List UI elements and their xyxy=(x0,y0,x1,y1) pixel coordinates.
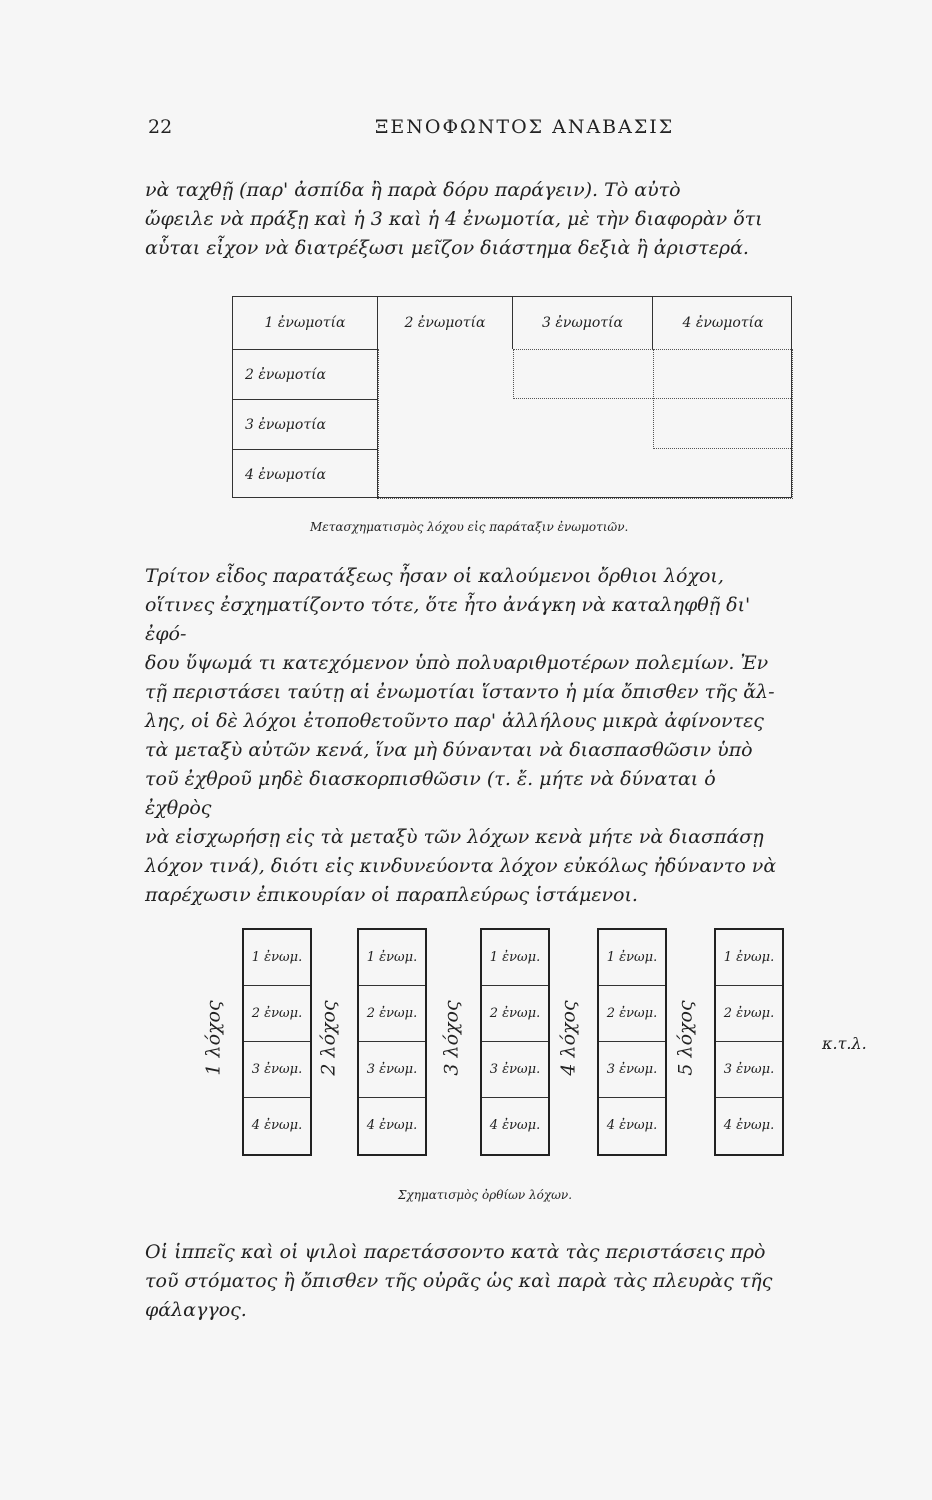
lochos-column-1 xyxy=(200,928,330,1158)
lochos-label-text: 2 λόχος xyxy=(318,1000,341,1076)
lochos-box xyxy=(480,928,550,1156)
running-title: ΞΕΝΟΦΩΝΤΟΣ ΑΝΑΒΑΣΙΣ xyxy=(375,116,675,138)
enomotia-cell: 2 ἐνωμ. xyxy=(359,986,425,1042)
text-line: τὰ μεταξὺ αὐτῶν κενά, ἵνα μὴ δύνανται νὰ διασπασθῶσιν ὑπὸ xyxy=(145,739,753,761)
lochos-label xyxy=(553,958,585,1118)
enomotia-cell: 4 ἐνωμ. xyxy=(606,1118,658,1133)
enomotia-cell: 3 ἐνωμ. xyxy=(359,1042,425,1098)
lochos-column-4 xyxy=(555,928,685,1158)
columns-caption: Σχηματισμὸς ὀρθίων λόχων. xyxy=(398,1188,573,1202)
text-line: Οἱ ἱππεῖς καὶ οἱ ψιλοὶ παρετάσσοντο κατὰ τὰς περιστάσεις πρὸ xyxy=(145,1241,766,1263)
lochos-label-text: 4 λόχος xyxy=(558,1000,581,1076)
enomotia-cell: 4 ἐνωμ. xyxy=(366,1118,418,1133)
etc-label: κ.τ.λ. xyxy=(822,1034,867,1053)
lochos-label xyxy=(670,958,702,1118)
lochos-column-3 xyxy=(438,928,568,1158)
lochos-label-text: 3 λόχος xyxy=(441,1000,464,1076)
enomotia-cell: 1 ἐνωμ. xyxy=(599,930,665,986)
lochos-label-text: 1 λόχος xyxy=(203,1000,226,1076)
text-span: Τρίτον εἶδος παρατάξεως ἦσαν οἱ καλούμενοι ὄρθιοι λόχοι, xyxy=(145,565,724,587)
enomotia-cell: 1 ἐνωμ. xyxy=(716,930,782,986)
enomotia-cell: 1 ἐνωμ. xyxy=(244,930,310,986)
lochos-label xyxy=(313,958,345,1118)
grid-header-3: 3 ἐνωμοτία xyxy=(513,297,653,349)
lochos-label-text: 5 λόχος xyxy=(675,1000,698,1076)
lochos-label xyxy=(198,958,230,1118)
text-line: τοῦ ἐχθροῦ μηδὲ διασκορπισθῶσιν (τ. ἔ. μήτε νὰ δύναται ὁ ἐχθρὸς xyxy=(145,768,716,819)
lochos-box xyxy=(597,928,667,1156)
lochos-column-5 xyxy=(672,928,802,1158)
text-line: τῇ περιστάσει ταύτῃ αἱ ἐνωμοτίαι ἵσταντο ἡ μία ὄπισθεν τῆς ἄλ- xyxy=(145,681,775,703)
grid-header-2: 2 ἐνωμοτία xyxy=(378,297,513,349)
text-line: λης, οἱ δὲ λόχοι ἐτοποθετοῦντο παρ' ἀλλήλους μικρὰ ἀφίνοντες xyxy=(145,710,764,732)
text-line: ὤφειλε νὰ πράξῃ καὶ ἡ 3 καὶ ἡ 4 ἐνωμοτία, μὲ τὴν διαφορὰν ὅτι xyxy=(145,208,763,230)
grid-dotted-area xyxy=(653,349,793,449)
lochos-label xyxy=(436,958,468,1118)
text-line: νὰ εἰσχωρήσῃ εἰς τὰ μεταξὺ τῶν λόχων κενὰ μήτε νὰ διασπάσῃ xyxy=(145,826,764,848)
text-line xyxy=(145,562,785,591)
enomotia-cell: 3 ἐνωμ. xyxy=(599,1042,665,1098)
enomotia-cell: 2 ἐνωμ. xyxy=(482,986,548,1042)
text-line: οἵτινες ἐσχηματίζοντο τότε, ὅτε ἦτο ἀνάγκη νὰ καταληφθῇ δι' ἐφό- xyxy=(145,594,751,645)
paragraph-1 xyxy=(145,176,785,263)
enomotia-grid xyxy=(232,296,792,498)
enomotia-cell: 2 ἐνωμ. xyxy=(716,986,782,1042)
enomotia-cell: 3 ἐνωμ. xyxy=(482,1042,548,1098)
lochos-box xyxy=(242,928,312,1156)
enomotia-cell: 4 ἐνωμ. xyxy=(489,1118,541,1133)
text-line: αὗται εἶχον νὰ διατρέξωσι μεῖζον διάστημα δεξιὰ ἢ ἀριστερά. xyxy=(145,237,749,259)
enomotia-cell: 1 ἐνωμ. xyxy=(482,930,548,986)
enomotia-cell: 4 ἐνωμ. xyxy=(723,1118,775,1133)
grid-row-4: 4 ἐνωμοτία xyxy=(233,449,378,499)
enomotia-cell: 3 ἐνωμ. xyxy=(244,1042,310,1098)
text-line: λόχον τινά), διότι εἰς κινδυνεύοντα λόχον εὐκόλως ἠδύναντο νὰ xyxy=(145,855,777,877)
lochos-box xyxy=(714,928,784,1156)
enomotia-cell: 3 ἐνωμ. xyxy=(716,1042,782,1098)
grid-row-2: 2 ἐνωμοτία xyxy=(233,349,378,399)
text-line: τοῦ στόματος ἢ ὄπισθεν τῆς οὐρᾶς ὡς καὶ παρὰ τὰς πλευρὰς τῆς xyxy=(145,1270,773,1292)
paragraph-3 xyxy=(145,1238,785,1325)
text-line: νὰ ταχθῇ (παρ' ἀσπίδα ἢ παρὰ δόρυ παράγειν). Τὸ αὐτὸ xyxy=(145,179,681,201)
text-line: φάλαγγος. xyxy=(145,1299,247,1321)
grid-row-3: 3 ἐνωμοτία xyxy=(233,399,378,449)
grid-header-4: 4 ἐνωμοτία xyxy=(682,315,764,331)
lochos-box xyxy=(357,928,427,1156)
enomotia-cell: 4 ἐνωμ. xyxy=(251,1118,303,1133)
lochos-column-2 xyxy=(315,928,445,1158)
grid-caption: Μετασχηματισμὸς λόχου εἰς παράταξιν ἐνωμοτιῶν. xyxy=(310,520,629,534)
text-line: παρέχωσιν ἐπικουρίαν οἱ παραπλεύρως ἱστάμενοι. xyxy=(145,884,638,906)
enomotia-cell: 2 ἐνωμ. xyxy=(244,986,310,1042)
page-number: 22 xyxy=(148,116,173,138)
enomotia-cell: 1 ἐνωμ. xyxy=(359,930,425,986)
text-line: δου ὕψωμά τι κατεχόμενον ὑπὸ πολυαριθμοτέρων πολεμίων. Ἐν xyxy=(145,652,769,674)
enomotia-cell: 2 ἐνωμ. xyxy=(599,986,665,1042)
paragraph-2 xyxy=(145,562,785,910)
grid-header-1: 1 ἐνωμοτία xyxy=(233,297,378,349)
